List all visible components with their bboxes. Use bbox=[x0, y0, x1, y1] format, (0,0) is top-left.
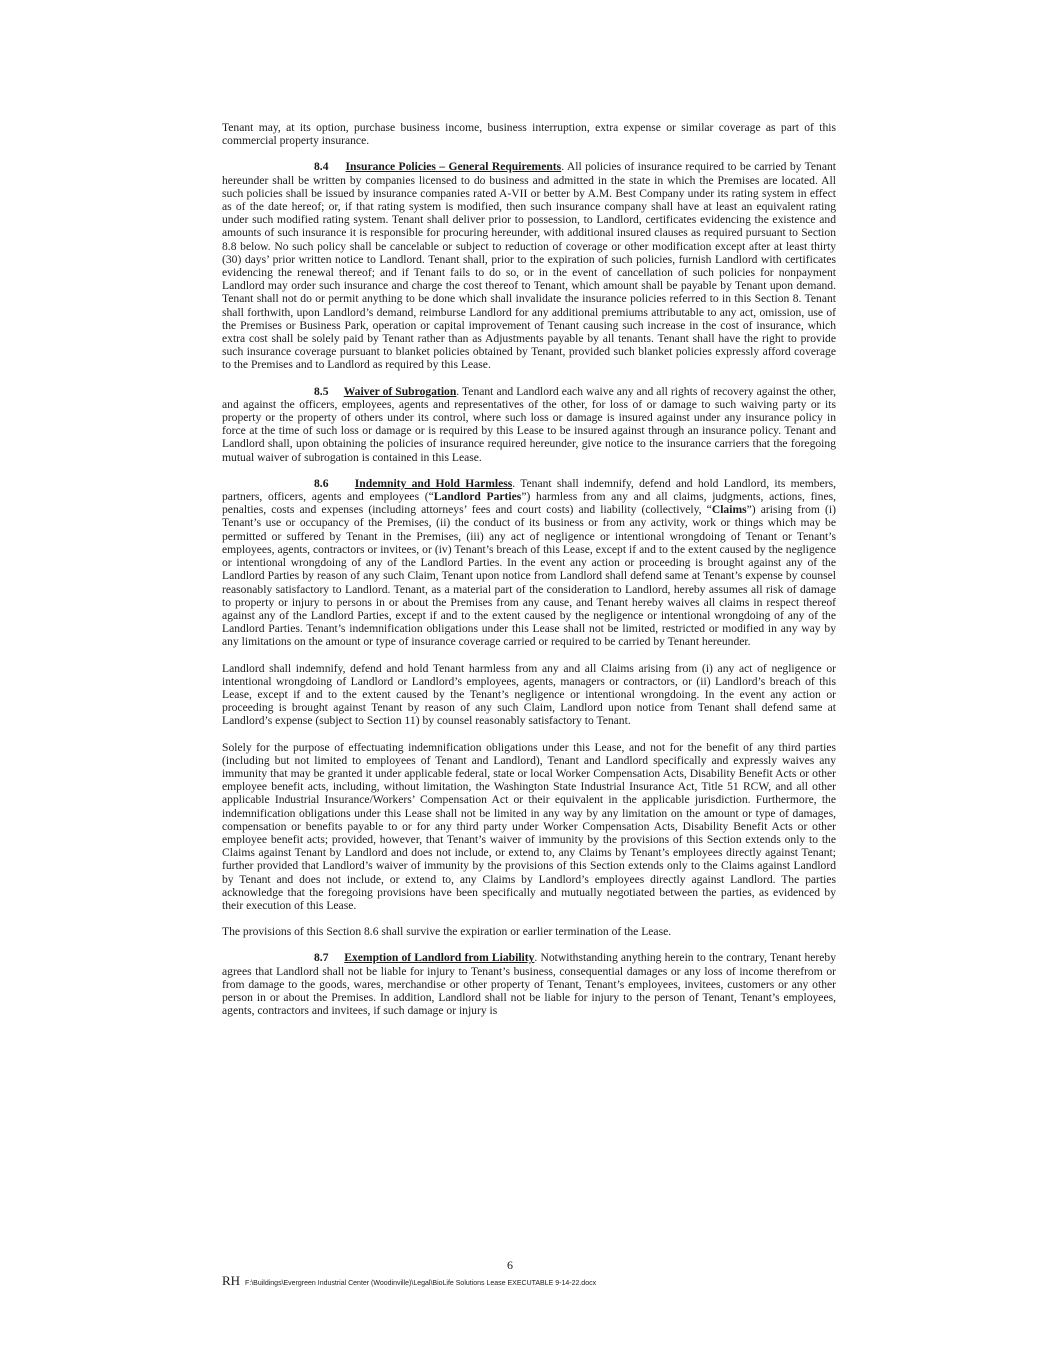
section-8-4 bbox=[222, 160, 836, 371]
section-text: . Tenant and Landlord each waive any and all rights of recovery against the other, and against the officers, employees, agents and representatives of the other, for loss of or damage to such waiving party or its property or the property of others under its control, where such loss or damage is insured against under any insurance policy in force at the time of such loss or damage or is required by this Lease to be insured against through an insurance policy. Tenant and Landlord shall, upon obtaining the policies of insurance required hereunder, give notice to the insurance carriers that the foregoing mutual waiver of subrogation is contained in this Lease. bbox=[222, 384, 836, 464]
section-text: ”) arising from (i) Tenant’s use or occupancy of the Premises, (ii) the conduct of its business or from any activity, work or things which may be permitted or suffered by Tenant in the Premises, (iii) any act of negligence or intentional wrongdoing of Tenant or Tenant’s employees, agents, contractors or invitees, or (iv) Tenant’s breach of this Lease, except if and to the extent caused by the negligence or intentional wrongdoing of any of the Landlord Parties. In the event any action or proceeding is brought against any of the Landlord Parties by reason of any such Claim, Tenant upon notice from Landlord shall defend same at Tenant’s expense by counsel reasonably satisfactory to Landlord. Tenant, as a material part of the consideration to Landlord, hereby assumes all risk of damage to property or injury to persons in or about the Premises from any cause, and Tenant hereby waives all claims in respect thereof against any of the Landlord Parties, except if and to the extent caused by the negligence or intentional wrongdoing of any of the Landlord Parties. Tenant’s indemnification obligations under this Lease shall not be limited, restricted or modified in any way by any limitations on the amount or type of insurance coverage carried or required to be carried by Tenant hereunder. bbox=[222, 503, 836, 649]
section-8-6 bbox=[222, 477, 836, 649]
section-text: . Tenant shall indemnify, defend and hold Landlord, its members, partners, officers, agents and employees (“ bbox=[222, 476, 836, 504]
document-body bbox=[222, 121, 836, 1030]
footer-initials: RH bbox=[222, 1273, 241, 1288]
section-number: 8.7 bbox=[314, 951, 329, 965]
section-text: . Notwithstanding anything herein to the contrary, Tenant hereby agrees that Landlord shall not be liable for injury to Tenant’s business, consequential damages or any loss of income therefrom or from damage to the goods, wares, merchandise or other property of Tenant, Tenant’s employees, invitees, customers or any other person in or about the Premises. In addition, Landlord shall not be liable for injury to the person of Tenant, Tenant’s employees, agents, contractors and invitees, if such damage or injury is bbox=[222, 951, 836, 1018]
section-number: 8.6 bbox=[314, 476, 329, 490]
footer-file-path: F:\Buildings\Evergreen Industrial Center (Woodinville)\Legal\BioLife Solutions Lease EXECUTABLE 9-14-22.docx bbox=[245, 1280, 597, 1287]
page-number: 6 bbox=[507, 1258, 513, 1272]
section-heading: Indemnity and Hold Harmless bbox=[354, 476, 513, 490]
paragraph-immunity-waiver: Solely for the purpose of effectuating indemnification obligations under this Lease, and not for the benefit of any third parties (including but not limited to employees of Tenant and Landlord), Tenant and Landlord specifically and expressly waives any immunity that may be granted it under applicable federal, state or local Worker Compensation Acts, Disability Benefit Acts or other employee benefit acts, including, without limitation, the Washington State Industrial Insurance Act, Title 51 RCW, and all other applicable Industrial Insurance/Workers’ Compensation Act or their equivalent in the applicable jurisdiction. Furthermore, the indemnification obligations under this Lease shall not be limited in any way by any limitation on the amount or type of damages, compensation or benefits payable to or for any third party under Worker Compensation Acts, Disability Benefit Acts or other employee benefit acts; provided, however, that Tenant’s waiver of immunity by the provisions of this Section extends only to the Claims against Tenant by Landlord and does not include, or extend to, any Claims by Tenant’s employees directly against Tenant; further provided that Landlord’s waiver of immunity by the provisions of this Section extends only to the Claims against Landlord by Tenant and does not include, or extend to, any Claims by Landlord’s employees directly against Landlord. The parties acknowledge that the foregoing provisions have been specifically and mutually negotiated between the parties, as evidenced by their execution of this Lease. bbox=[222, 740, 836, 912]
section-text: . All policies of insurance required to be carried by Tenant hereunder shall be written by companies licensed to do business and admitted in the state in which the Premises are located. All such policies shall be issued by insurance companies rated A-VII or better by A.M. Best Company under its rating system in effect as of the date hereof; or, if that rating system is modified, then such insurance company shall have at least an equivalent rating under such modified rating system. Tenant shall deliver prior to possession, to Landlord, certificates evidencing the existence and amounts of such insurance it is responsible for procuring hereunder, with additional insured clauses as required pursuant to Section 8.8 below. No such policy shall be cancelable or subject to reduction of coverage or other modification except after at least thirty (30) days’ prior written notice to Landlord. Tenant shall, prior to the expiration of such policies, furnish Landlord with certificates evidencing the renewal thereof; and if Tenant fails to do so, or in the event of cancellation of such policies for nonpayment Landlord may order such insurance and charge the cost thereof to Tenant, which amount shall be payable by Tenant upon demand. Tenant shall not do or permit anything to be done which shall invalidate the insurance policies referred to in this Section 8. Tenant shall forthwith, upon Landlord’s demand, reimburse Landlord for any additional premiums attributable to any act, omission, use of the Premises or Business Park, operation or capital improvement of Tenant causing such increase in the cost of insurance, which extra cost shall be solely paid by Tenant rather than as Adjustments payable by all tenants. Tenant shall have the right to provide such insurance coverage pursuant to blanket policies obtained by Tenant, provided such blanket policies expressly afford coverage to the Premises and to Landlord as required by this Lease. bbox=[222, 160, 836, 372]
section-8-5 bbox=[222, 385, 836, 464]
section-heading: Insurance Policies – General Requirements bbox=[345, 160, 562, 174]
section-heading: Exemption of Landlord from Liability bbox=[344, 951, 535, 965]
paragraph-survival: The provisions of this Section 8.6 shall survive the expiration or earlier termination of the Lease. bbox=[222, 925, 672, 939]
section-number: 8.4 bbox=[314, 160, 329, 174]
defined-term: Claims bbox=[711, 503, 747, 517]
section-8-7 bbox=[222, 951, 836, 1017]
section-text: ”) harmless from any and all claims, judgments, actions, fines, penalties, costs and expenses (including attorneys’ fees and court costs) and liability (collectively, “ bbox=[222, 490, 836, 517]
section-heading: Waiver of Subrogation bbox=[343, 384, 457, 398]
section-number: 8.5 bbox=[314, 384, 329, 398]
defined-term: Landlord Parties bbox=[433, 490, 522, 504]
paragraph-intro: Tenant may, at its option, purchase business income, business interruption, extra expense or similar coverage as part of this commercial property insurance. bbox=[222, 121, 836, 148]
paragraph-landlord-indemnity: Landlord shall indemnify, defend and hold Tenant harmless from any and all Claims arising from (i) any act of negligence or intentional wrongdoing of Landlord or Landlord’s employees, agents, managers or contractors, or (ii) Landlord’s breach of this Lease, except if and to the extent caused by the Tenant’s negligence or intentional wrongdoing. In the event any action or proceeding is brought against Tenant by reason of any such Claim, Landlord upon notice from Tenant shall defend same at Landlord’s expense (subject to Section 11) by counsel reasonably satisfactory to Tenant. bbox=[222, 661, 836, 728]
